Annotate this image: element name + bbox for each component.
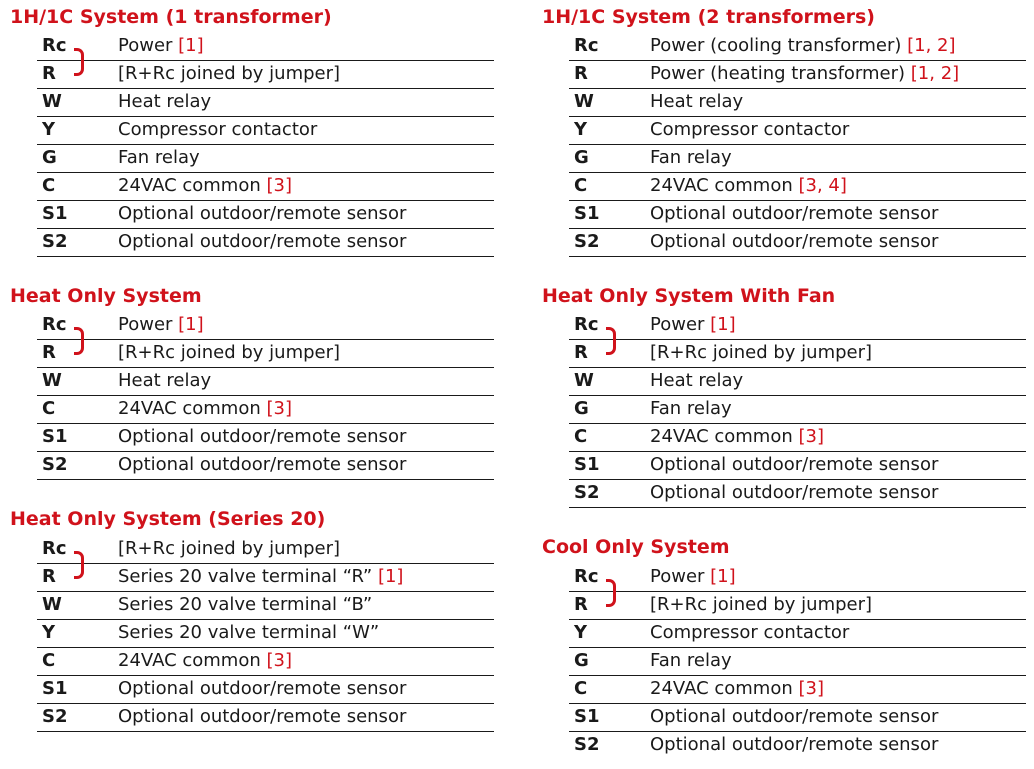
terminal-description	[650, 733, 938, 757]
terminal-label: S1	[574, 203, 600, 224]
terminal-label: C	[574, 678, 588, 699]
footnote-ref: [1]	[710, 566, 736, 587]
row-divider	[37, 256, 494, 257]
table-row	[37, 620, 494, 648]
terminal-label: R	[574, 63, 588, 84]
table-row	[569, 33, 1026, 61]
terminal-description	[650, 118, 849, 142]
terminal-description	[650, 677, 824, 701]
terminal-description	[118, 453, 406, 477]
terminal-description	[118, 369, 211, 393]
table-row	[37, 117, 494, 145]
jumper-bracket-icon	[606, 579, 616, 607]
row-divider	[37, 731, 494, 732]
table-row	[569, 564, 1026, 592]
terminal-description	[118, 230, 406, 254]
description-text: 24VAC common	[118, 175, 261, 196]
description-text: Fan relay	[650, 147, 732, 168]
terminal-label: Y	[574, 119, 588, 140]
terminal-label: C	[574, 175, 588, 196]
description-text: 24VAC common	[650, 175, 793, 196]
terminal-label: S2	[574, 231, 600, 252]
jumper-bracket-icon	[606, 327, 616, 355]
terminal-label: Rc	[574, 35, 599, 56]
table-row	[37, 536, 494, 564]
footnote-ref: [1]	[710, 314, 736, 335]
terminal-description	[650, 146, 732, 170]
terminal-description	[650, 705, 938, 729]
description-text: Power (heating transformer)	[650, 63, 906, 84]
table-row	[37, 704, 494, 732]
table-row	[569, 480, 1026, 508]
description-text: Optional outdoor/remote sensor	[118, 203, 407, 224]
description-text: Series 20 valve terminal “R”	[118, 566, 373, 587]
section-title: Heat Only System (Series 20)	[10, 508, 326, 530]
terminal-description	[650, 34, 956, 58]
terminal-description	[650, 593, 872, 617]
terminal-description	[118, 202, 406, 226]
terminal-description	[650, 313, 736, 337]
section-title: Heat Only System	[10, 285, 202, 307]
footnote-ref: [1, 2]	[910, 63, 960, 84]
terminal-label: S1	[574, 706, 600, 727]
description-text: [R+Rc joined by jumper]	[118, 63, 341, 84]
terminal-label: W	[574, 91, 594, 112]
description-text: [R+Rc joined by jumper]	[118, 538, 341, 559]
table-row	[569, 648, 1026, 676]
description-text: 24VAC common	[650, 678, 793, 699]
table-row	[37, 424, 494, 452]
table-row	[37, 61, 494, 89]
description-text: Optional outdoor/remote sensor	[650, 482, 939, 503]
terminal-description	[118, 397, 292, 421]
description-text: Heat relay	[650, 91, 744, 112]
description-text: 24VAC common	[650, 426, 793, 447]
description-text: Power (cooling transformer)	[650, 35, 902, 56]
table-row	[37, 229, 494, 257]
table-row	[569, 145, 1026, 173]
terminal-description	[650, 369, 743, 393]
table-row	[569, 173, 1026, 201]
table-row	[37, 648, 494, 676]
terminal-description	[650, 174, 847, 198]
table-row	[569, 368, 1026, 396]
terminal-description	[118, 593, 372, 617]
terminal-label: R	[42, 63, 56, 84]
table-row	[37, 564, 494, 592]
terminal-label: Rc	[574, 566, 599, 587]
description-text: Fan relay	[650, 650, 732, 671]
table-row	[569, 396, 1026, 424]
terminal-label: C	[574, 426, 588, 447]
table-row	[37, 173, 494, 201]
terminal-label: S2	[42, 706, 68, 727]
description-text: 24VAC common	[118, 650, 261, 671]
terminal-label: Rc	[42, 35, 67, 56]
description-text: Compressor contactor	[650, 119, 850, 140]
terminal-label: S1	[42, 203, 68, 224]
description-text: Optional outdoor/remote sensor	[118, 706, 407, 727]
section-title: 1H/1C System (1 transformer)	[10, 6, 332, 28]
description-text: Heat relay	[118, 91, 212, 112]
terminal-label: S1	[42, 426, 68, 447]
terminal-description	[650, 481, 938, 505]
terminal-description	[650, 230, 938, 254]
row-divider	[569, 507, 1026, 508]
terminal-description	[118, 537, 340, 561]
jumper-bracket-icon	[74, 48, 84, 76]
terminal-label: R	[42, 566, 56, 587]
terminal-label: C	[42, 398, 56, 419]
terminal-description	[118, 565, 403, 589]
description-text: Heat relay	[650, 370, 744, 391]
terminal-label: C	[42, 650, 56, 671]
table-row	[37, 396, 494, 424]
terminal-description	[118, 677, 406, 701]
table-row	[569, 676, 1026, 704]
table-row	[569, 620, 1026, 648]
description-text: Optional outdoor/remote sensor	[118, 231, 407, 252]
terminal-label: S2	[42, 454, 68, 475]
table-row	[569, 117, 1026, 145]
terminal-label: Rc	[42, 314, 67, 335]
table-row	[37, 368, 494, 396]
table-row	[569, 704, 1026, 732]
footnote-ref: [3]	[798, 426, 824, 447]
table-row	[569, 340, 1026, 368]
description-text: Heat relay	[118, 370, 212, 391]
terminal-label: Rc	[42, 538, 67, 559]
table-row	[569, 732, 1026, 760]
description-text: Series 20 valve terminal “B”	[118, 594, 373, 615]
terminal-label: Y	[42, 119, 56, 140]
table-row	[569, 229, 1026, 257]
terminal-label: S2	[42, 231, 68, 252]
terminal-description	[118, 62, 340, 86]
terminal-label: S2	[574, 482, 600, 503]
terminal-description	[118, 118, 317, 142]
terminal-description	[118, 341, 340, 365]
footnote-ref: [1]	[178, 314, 204, 335]
table-row	[569, 592, 1026, 620]
table-row	[37, 676, 494, 704]
terminal-description	[650, 453, 938, 477]
terminal-label: Y	[42, 622, 56, 643]
table-row	[37, 340, 494, 368]
description-text: Power	[650, 314, 705, 335]
terminal-description	[650, 341, 872, 365]
description-text: Compressor contactor	[650, 622, 850, 643]
terminal-label: R	[574, 342, 588, 363]
terminal-description	[650, 202, 938, 226]
footnote-ref: [1, 2]	[907, 35, 956, 56]
terminal-description	[118, 313, 204, 337]
table-row	[37, 145, 494, 173]
terminal-label: S1	[574, 454, 600, 475]
description-text: Series 20 valve terminal “W”	[118, 622, 380, 643]
row-divider	[37, 479, 494, 480]
terminal-description	[118, 174, 292, 198]
terminal-label: R	[574, 594, 588, 615]
terminal-description	[650, 565, 736, 589]
terminal-description	[650, 90, 743, 114]
terminal-label: W	[42, 91, 62, 112]
table-row	[37, 312, 494, 340]
description-text: Power	[650, 566, 705, 587]
description-text: Fan relay	[650, 398, 732, 419]
footnote-ref: [3]	[798, 678, 824, 699]
footnote-ref: [1]	[377, 566, 404, 587]
table-row	[569, 61, 1026, 89]
terminal-description	[118, 425, 406, 449]
footnote-ref: [3, 4]	[798, 175, 847, 196]
terminal-label: S1	[42, 678, 68, 699]
table-row	[37, 452, 494, 480]
terminal-label: Rc	[574, 314, 599, 335]
terminal-label: G	[574, 398, 589, 419]
row-divider	[569, 256, 1026, 257]
table-row	[569, 89, 1026, 117]
description-text: [R+Rc joined by jumper]	[650, 342, 873, 363]
table-row	[37, 201, 494, 229]
description-text: Optional outdoor/remote sensor	[650, 231, 939, 252]
footnote-ref: [3]	[266, 175, 292, 196]
jumper-bracket-icon	[74, 327, 84, 355]
terminal-description	[650, 62, 959, 86]
terminal-description	[118, 649, 292, 673]
section-title: Cool Only System	[542, 536, 730, 558]
terminal-label: G	[42, 147, 57, 168]
description-text: [R+Rc joined by jumper]	[650, 594, 873, 615]
terminal-description	[118, 146, 200, 170]
description-text: Compressor contactor	[118, 119, 318, 140]
section-title: Heat Only System With Fan	[542, 285, 836, 307]
table-row	[569, 424, 1026, 452]
terminal-description	[118, 90, 211, 114]
description-text: 24VAC common	[118, 398, 261, 419]
terminal-description	[650, 649, 732, 673]
description-text: Optional outdoor/remote sensor	[650, 734, 939, 755]
table-row	[569, 201, 1026, 229]
terminal-label: W	[42, 594, 62, 615]
terminal-description	[650, 397, 732, 421]
jumper-bracket-icon	[74, 551, 84, 579]
description-text: Optional outdoor/remote sensor	[118, 426, 407, 447]
terminal-label: W	[574, 370, 594, 391]
footnote-ref: [1]	[178, 35, 204, 56]
terminal-description	[118, 705, 406, 729]
description-text: Optional outdoor/remote sensor	[650, 203, 939, 224]
footnote-ref: [3]	[266, 398, 292, 419]
table-row	[37, 592, 494, 620]
terminal-label: G	[574, 650, 589, 671]
terminal-description	[650, 425, 824, 449]
terminal-label: W	[42, 370, 62, 391]
terminal-description	[650, 621, 849, 645]
table-row	[37, 33, 494, 61]
description-text: Optional outdoor/remote sensor	[650, 454, 939, 475]
terminal-label: R	[42, 342, 56, 363]
footnote-ref: [3]	[266, 650, 292, 671]
description-text: Fan relay	[118, 147, 200, 168]
terminal-label: S2	[574, 734, 600, 755]
description-text: Optional outdoor/remote sensor	[118, 454, 407, 475]
terminal-description	[118, 34, 204, 58]
table-row	[569, 452, 1026, 480]
description-text: [R+Rc joined by jumper]	[118, 342, 341, 363]
description-text: Power	[118, 314, 173, 335]
table-row	[569, 312, 1026, 340]
description-text: Power	[118, 35, 173, 56]
terminal-description	[118, 621, 379, 645]
section-title: 1H/1C System (2 transformers)	[542, 6, 875, 28]
description-text: Optional outdoor/remote sensor	[118, 678, 407, 699]
terminal-label: C	[42, 175, 56, 196]
description-text: Optional outdoor/remote sensor	[650, 706, 939, 727]
terminal-label: G	[574, 147, 589, 168]
terminal-label: Y	[574, 622, 588, 643]
table-row	[37, 89, 494, 117]
